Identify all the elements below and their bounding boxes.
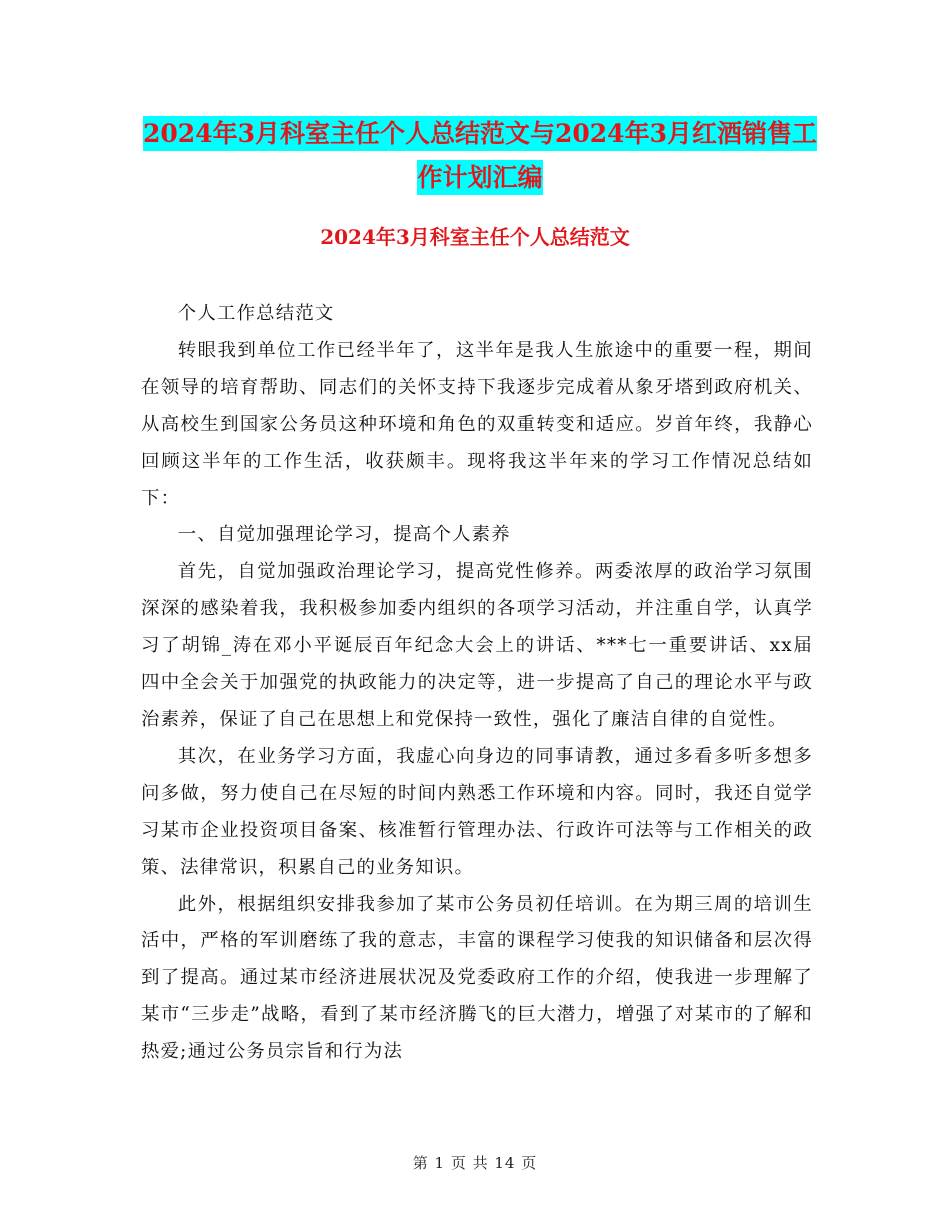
paragraph-subheading: 一、自觉加强理论学习，提高个人素养 — [177, 524, 511, 546]
paragraph-heading: 个人工作总结范文 — [177, 303, 335, 324]
document-body — [141, 296, 813, 1071]
document-title — [140, 112, 820, 200]
paragraph: 其次，在业务学习方面，我虚心向身边的同事请教，通过多看多听多想多问多做，努力使自己在尽短的时间内熟悉工作环境和内容。同时，我还自觉学习某市企业投资项目备案、核准暂行管理办法、行政许可法等与工作相关的政策、法律常识，积累自己的业务知识。 — [141, 745, 813, 878]
paragraph: 转眼我到单位工作已经半年了，这半年是我人生旅途中的重要一程，期间在领导的培育帮助、同志们的关怀支持下我逐步完成着从象牙塔到政府机关、从高校生到国家公务员这种环境和角色的双重转变和适应。岁首年终，我静心回顾这半年的工作生活，收获颇丰。现将我这半年来的学习工作情况总结如下： — [141, 339, 813, 509]
paragraph: 首先，自觉加强政治理论学习，提高党性修养。两委浓厚的政治学习氛围深深的感染着我，我积极参加委内组织的各项学习活动，并注重自学，认真学习了胡锦_涛在邓小平诞辰百年纪念大会上的讲话、***七一重要讲话、xx届四中全会关于加强党的执政能力的决定等，进一步提高了自己的理论水平与政治素养，保证了自己在思想上和党保持一致性，强化了廉洁自律的自觉性。 — [141, 561, 813, 730]
paragraph: 此外，根据组织安排我参加了某市公务员初任培训。在为期三周的培训生活中，严格的军训磨练了我的意志，丰富的课程学习使我的知识储备和层次得到了提高。通过某市经济进展状况及党委政府工作的介绍，使我进一步理解了某市“三步走”战略，看到了某市经济腾飞的巨大潜力，增强了对某市的了解和热爱;通过公务员宗旨和行为法 — [141, 893, 813, 1063]
document-title-text: 2024年3月科室主任个人总结范文与2024年3月红酒销售工作计划汇编 — [143, 116, 817, 195]
page-footer: 第 1 页 共 14 页 — [412, 1154, 538, 1172]
section-title: 2024年3月科室主任个人总结范文 — [320, 225, 630, 249]
